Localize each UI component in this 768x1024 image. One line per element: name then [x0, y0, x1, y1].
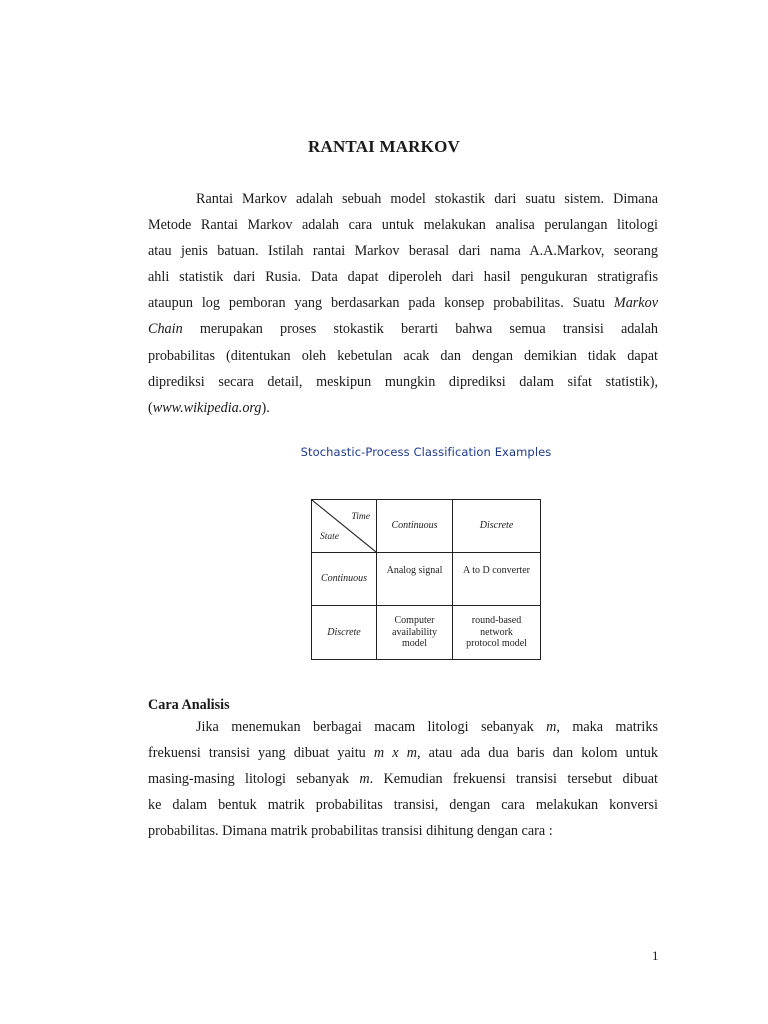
paragraph-line: ahli statistik dari Rusia. Data dapat diperoleh dari hasil pengukuran stratigrafis — [148, 269, 658, 286]
chain-term: Chain — [148, 321, 183, 338]
line-text: merupakan proses stokastik berarti bahwa semua transisi adalah — [182, 321, 658, 338]
paragraph-line — [148, 290, 658, 316]
classification-table — [311, 499, 541, 660]
variable-m: m — [359, 771, 370, 788]
line-text: . Kemudian frekuensi transisi tersebut dibuat — [369, 771, 658, 788]
page-number: 1 — [652, 948, 659, 963]
paragraph-line — [148, 740, 658, 766]
paragraph-line — [148, 766, 658, 792]
markov-term: Markov — [613, 295, 658, 312]
col-header-continuous: Continuous — [377, 500, 453, 553]
paragraph-line — [148, 316, 658, 342]
line-text: , atau ada dua baris dan kolom untuk — [416, 745, 658, 762]
source-link[interactable]: www.wikipedia.org — [152, 399, 262, 416]
paragraph-line: atau jenis batuan. Istilah rantai Markov berasal dari nama A.A.Markov, seorang — [148, 243, 658, 260]
page-title: RANTAI MARKOV — [308, 137, 460, 156]
line-text: ( — [148, 399, 153, 416]
paragraph-line — [148, 714, 658, 740]
intro-paragraph — [148, 186, 658, 421]
figure-caption: Stochastic-Process Classification Examples — [300, 445, 552, 459]
paragraph-line: diprediksi secara detail, meskipun mungkin diprediksi dalam sifat statistik), — [148, 373, 658, 390]
analysis-paragraph — [148, 714, 658, 844]
paragraph-line — [148, 395, 658, 421]
table-cell: Analog signal — [377, 553, 453, 606]
line-text: , maka matriks — [556, 719, 658, 735]
table-cell: round-based network protocol model — [453, 606, 541, 660]
line-text: ataupun log pemboran yang berdasarkan pada konsep probabilitas. Suatu — [148, 295, 614, 312]
corner-time-label: Time — [351, 512, 370, 522]
row-header-discrete: Discrete — [312, 606, 377, 660]
variable-m-x-m: m x m — [373, 745, 417, 762]
line-text: frekuensi transisi yang dibuat yaitu — [148, 745, 374, 762]
line-text: masing-masing litologi sebanyak — [148, 771, 360, 788]
col-header-discrete: Discrete — [453, 500, 541, 553]
table-cell: Computer availability model — [377, 606, 453, 660]
paragraph-line: probabilitas (ditentukan oleh kebetulan acak dan dengan demikian tidak dapat — [148, 347, 658, 364]
table-corner-cell — [312, 500, 377, 553]
section-heading: Cara Analisis — [148, 697, 230, 713]
line-text: ). — [261, 399, 270, 416]
diagonal-divider — [312, 500, 376, 552]
table-cell: A to D converter — [453, 553, 541, 606]
line-text: Jika menemukan berbagai macam litologi sebanyak — [196, 719, 547, 735]
corner-state-label: State — [320, 531, 339, 542]
variable-m: m — [546, 719, 557, 735]
row-header-continuous: Continuous — [312, 553, 377, 606]
paragraph-line: probabilitas. Dimana matrik probabilitas transisi dihitung dengan cara : — [148, 823, 553, 840]
paragraph-line: ke dalam bentuk matrik probabilitas transisi, dengan cara melakukan konversi — [148, 797, 658, 814]
paragraph-line: Rantai Markov adalah sebuah model stokastik dari suatu sistem. Dimana — [196, 191, 658, 207]
paragraph-line: Metode Rantai Markov adalah cara untuk melakukan analisa perulangan litologi — [148, 217, 658, 234]
